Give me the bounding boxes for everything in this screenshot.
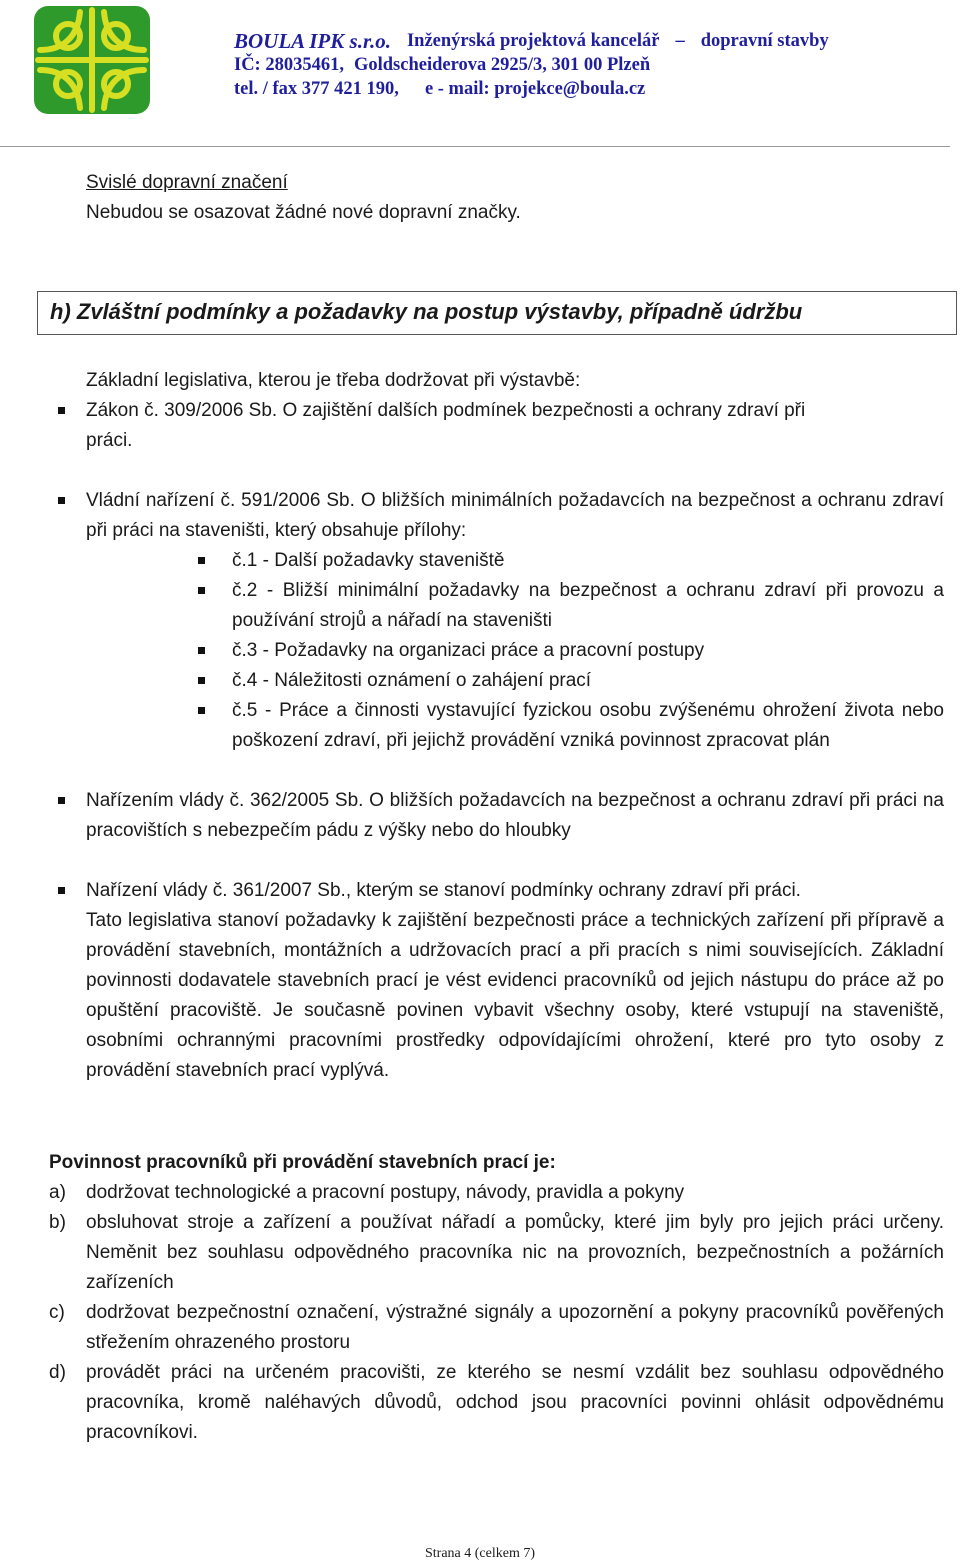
- law-362-text: Nařízením vlády č. 362/2005 Sb. O bližších požadavcích na bezpečnost a ochranu zdraví při práci na pracovištích s nebezpečím pádu z výšky nebo do hloubky: [86, 790, 944, 841]
- intro-text: Nebudou se osazovat žádné nové dopravní značky.: [86, 202, 521, 223]
- company-phone: tel. / fax 377 421 190,: [234, 79, 399, 99]
- duty-b-text: obsluhovat stroje a zařízení a používat nářadí a pomůcky, které jim byly pro jejich práci určeny. Neměnit bez souhlasu odpovědného pracovníka nic na provozních, bezpečnostních a požárních zařízeních: [86, 1212, 944, 1293]
- law-361-paragraph: Tato legislativa stanoví požadavky k zajištění bezpečnosti práce a technických zařízení při přípravě a provádění stavebních, montážních a udržovacích prací a při pracích s nimi souvisejících. Základní povinnosti dodavatele stavebních prací je vést evidenci pracovníků od jejich nástupu do práce až po opuštění pracoviště. Je současně povinen vybavit všechny osoby, které vstupují na staveniště, osobními ochrannými pracovními prostředky odpovídajícími ohrožení, které pro tyto osoby z provádění stavebních prací vyplývá.: [86, 910, 944, 1081]
- intro-heading: Svislé dopravní značení: [86, 172, 288, 193]
- annex-2: č.2 - Bližší minimální požadavky na bezpečnost a ochranu zdraví při provozu a používání strojů a nářadí na staveništi: [232, 580, 944, 631]
- section-h-box: [37, 291, 957, 335]
- bullet-icon: [58, 407, 65, 414]
- office-label: Inženýrská projektová kancelář: [406, 31, 660, 51]
- duty-c-letter: c): [49, 1302, 65, 1323]
- law-309-line1: Zákon č. 309/2006 Sb. O zajištění dalších podmínek bezpečnosti a ochrany zdraví při: [86, 400, 806, 421]
- bullet-icon: [198, 587, 205, 594]
- header-divider: [0, 146, 950, 147]
- annex-3: č.3 - Požadavky na organizaci práce a pracovní postupy: [232, 640, 705, 661]
- law-591-text: Vládní nařízení č. 591/2006 Sb. O bližších minimálních požadavcích na bezpečnost a ochranu zdraví při práci na staveništi, který obsahuje přílohy:: [86, 490, 944, 541]
- boula-interchange-logo-icon: [34, 6, 150, 114]
- section-h-title: h) Zvláštní podmínky a požadavky na postup výstavby, případně údržbu: [50, 299, 803, 324]
- annex-4: č.4 - Náležitosti oznámení o zahájení prací: [232, 670, 592, 691]
- law-361-line: Nařízení vlády č. 361/2007 Sb., kterým se stanoví podmínky ochrany zdraví při práci.: [86, 880, 801, 901]
- annex-1: č.1 - Další požadavky staveniště: [232, 550, 505, 571]
- duties-heading: Povinnost pracovníků při provádění stavebních prací je:: [49, 1152, 556, 1173]
- bullet-icon: [58, 887, 65, 894]
- bullet-icon: [198, 647, 205, 654]
- bullet-icon: [58, 497, 65, 504]
- duty-a-letter: a): [49, 1182, 66, 1203]
- duty-d-letter: d): [49, 1362, 66, 1383]
- duty-a-text: dodržovat technologické a pracovní postupy, návody, pravidla a pokyny: [86, 1182, 685, 1203]
- legislation-intro: Základní legislativa, kterou je třeba dodržovat při výstavbě:: [86, 370, 581, 391]
- annex-5: č.5 - Práce a činnosti vystavující fyzickou osobu zvýšenému ohrožení života nebo poškození zdraví, při jejichž provádění vzniká povinnost zpracovat plán: [232, 700, 944, 751]
- duty-b-letter: b): [49, 1212, 66, 1233]
- office-dash: –: [675, 31, 685, 51]
- office-type: dopravní stavby: [700, 31, 829, 51]
- bullet-icon: [198, 677, 205, 684]
- duty-c-text: dodržovat bezpečnostní označení, výstražné signály a upozornění a pokyny pracovníků pověřených střežením ohrazeného prostoru: [86, 1302, 944, 1353]
- page-number: Strana 4 (celkem 7): [424, 1546, 535, 1561]
- company-name: BOULA IPK s.r.o.: [234, 29, 391, 53]
- duty-d-text: provádět práci na určeném pracovišti, ze kterého se nesmí vzdálit bez souhlasu odpovědného pracovníka, kromě naléhavých důvodů, odchod jsou pracovníci povinni ohlásit odpovědnému pracovníkovi.: [86, 1362, 944, 1443]
- company-email: e - mail: projekce@boula.cz: [424, 79, 646, 99]
- bullet-icon: [58, 797, 65, 804]
- bullet-icon: [198, 557, 205, 564]
- company-ico: IČ: 28035461,: [234, 55, 344, 75]
- company-info: [234, 29, 829, 101]
- law-309-line2: práci.: [86, 430, 133, 451]
- company-address: Goldscheiderova 2925/3, 301 00 Plzeň: [353, 55, 651, 75]
- page-header: [0, 0, 960, 148]
- bullet-icon: [198, 707, 205, 714]
